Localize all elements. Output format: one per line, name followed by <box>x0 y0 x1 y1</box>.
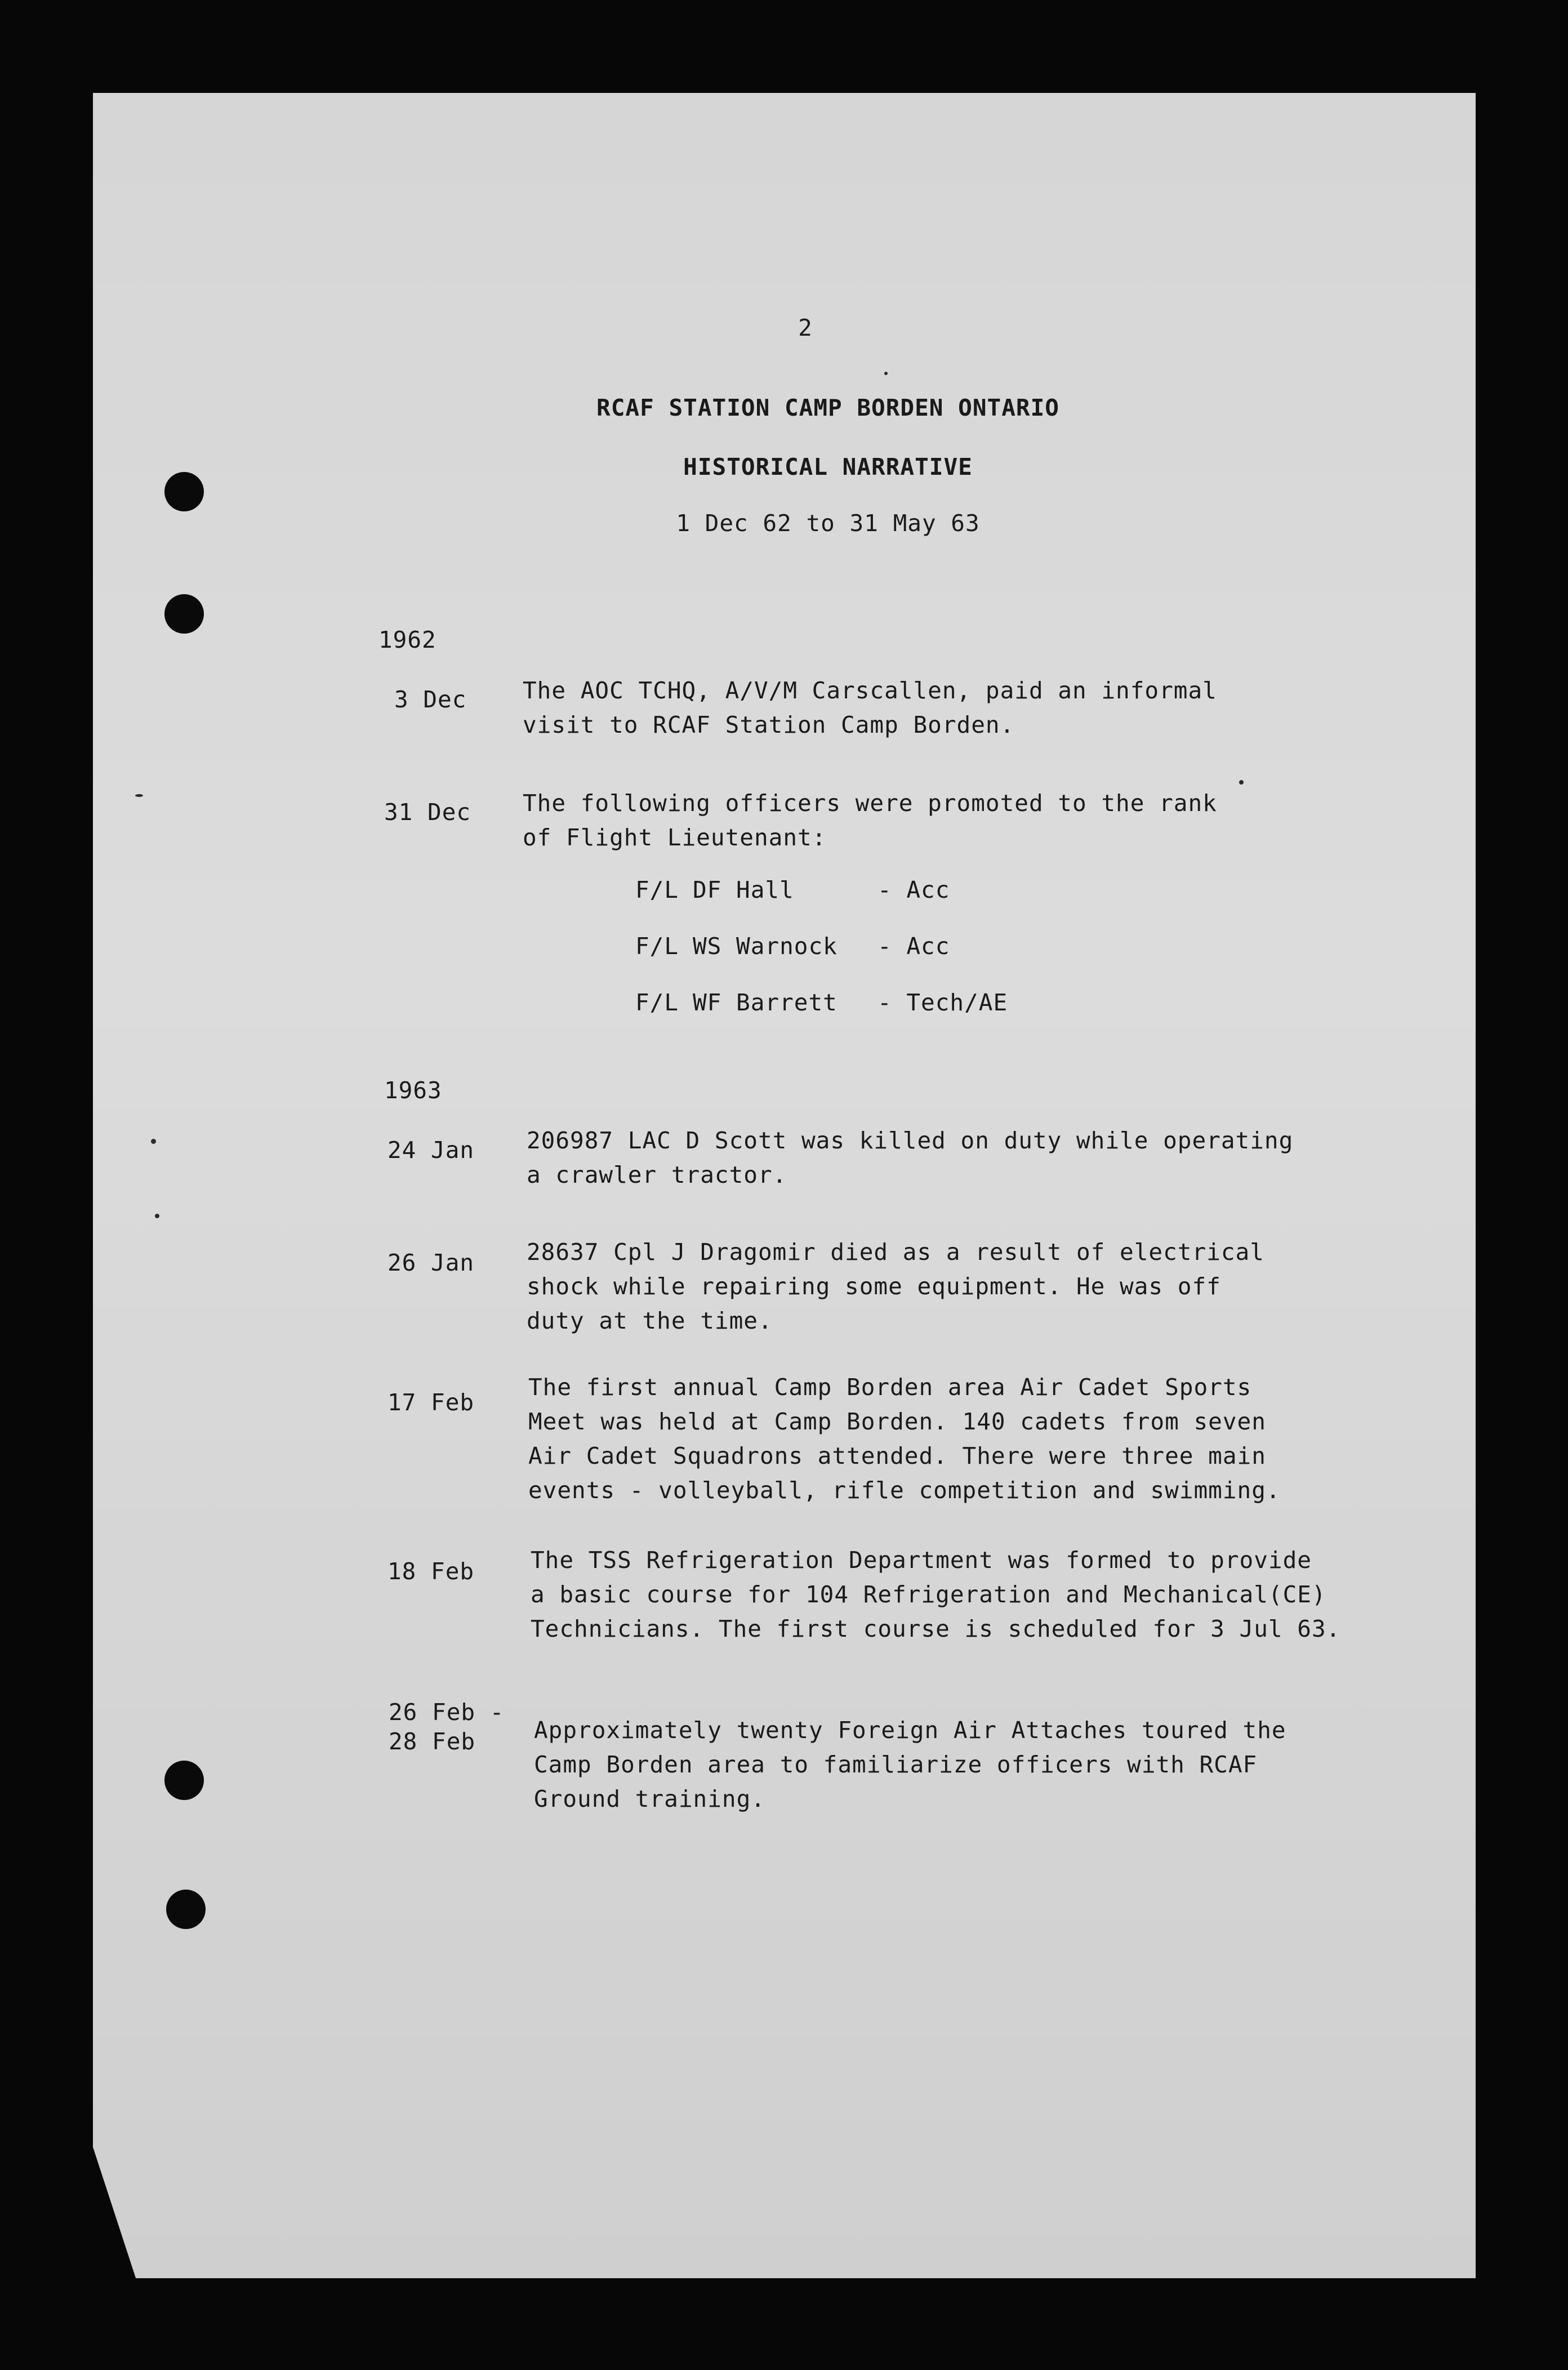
entry-line: Camp Borden area to familiarize officers with RCAF <box>534 1751 1258 1778</box>
binder-hole <box>166 1890 206 1929</box>
ink-speck <box>135 794 143 797</box>
page-number: 2 <box>798 314 813 341</box>
binder-hole <box>164 472 204 511</box>
entry-line: 206987 LAC D Scott was killed on duty while operating <box>527 1127 1294 1154</box>
entry-line: The AOC TCHQ, A/V/M Carscallen, paid an informal <box>523 677 1217 704</box>
entry-line: events - volleyball, rifle competition and swimming. <box>528 1477 1281 1504</box>
ink-speck <box>155 1214 159 1218</box>
entry-date: 3 Dec <box>394 686 467 713</box>
entry-date: 24 Jan <box>387 1137 475 1164</box>
entry-line: of Flight Lieutenant: <box>523 824 827 851</box>
binder-hole <box>164 594 204 634</box>
document-subtitle: HISTORICAL NARRATIVE <box>683 453 973 480</box>
entry-date-end: 28 Feb <box>389 1728 476 1755</box>
promotion-name: WS Warnock <box>693 933 838 960</box>
entry-line: Technicians. The first course is scheduled for 3 Jul 63. <box>531 1615 1341 1642</box>
entry-line: Ground training. <box>534 1785 765 1812</box>
promotion-rank: F/L <box>635 876 679 903</box>
entry-text <box>523 674 1217 742</box>
year-heading: 1962 <box>378 626 436 653</box>
document-title: RCAF STATION CAMP BORDEN ONTARIO <box>596 394 1059 421</box>
entry-line: The following officers were promoted to the rank <box>523 790 1217 817</box>
entry-line: visit to RCAF Station Camp Borden. <box>523 711 1015 738</box>
entry-line: a crawler tractor. <box>527 1161 787 1188</box>
promotion-branch: - Acc <box>877 876 950 903</box>
entry-date: 26 Jan <box>387 1249 475 1276</box>
entry-line: The TSS Refrigeration Department was formed to provide <box>531 1547 1312 1574</box>
ink-speck <box>151 1139 156 1144</box>
entry-text <box>527 1124 1293 1192</box>
entry-date: 26 Feb - <box>389 1699 505 1726</box>
entry-line: Air Cadet Squadrons attended. There were three main <box>528 1442 1266 1469</box>
entry-line: shock while repairing some equipment. He was off <box>527 1273 1221 1300</box>
entry-text <box>527 1235 1264 1338</box>
entry-date: 17 Feb <box>387 1389 475 1416</box>
entry-text <box>528 1370 1281 1508</box>
year-heading: 1963 <box>384 1077 442 1104</box>
entry-date: 31 Dec <box>384 799 471 826</box>
ink-speck <box>1239 780 1244 785</box>
entry-text <box>523 786 1217 855</box>
entry-line: duty at the time. <box>527 1307 773 1334</box>
promotion-name: DF Hall <box>693 876 794 903</box>
entry-line: Approximately twenty Foreign Air Attaches toured the <box>534 1717 1286 1744</box>
promotion-branch: - Tech/AE <box>877 989 1008 1016</box>
entry-line: Meet was held at Camp Borden. 140 cadets from seven <box>528 1408 1266 1435</box>
date-range: 1 Dec 62 to 31 May 63 <box>676 510 980 537</box>
entry-date: 18 Feb <box>387 1558 475 1585</box>
entry-text <box>531 1543 1340 1646</box>
binder-hole <box>164 1761 204 1800</box>
promotion-rank: F/L <box>635 989 679 1016</box>
entry-line: 28637 Cpl J Dragomir died as a result of electrical <box>527 1239 1264 1266</box>
promotion-branch: - Acc <box>877 933 950 960</box>
entry-text <box>534 1713 1286 1816</box>
entry-line: a basic course for 104 Refrigeration and Mechanical(CE) <box>531 1581 1326 1608</box>
promotion-name: WF Barrett <box>693 989 838 1016</box>
ink-speck <box>884 372 888 375</box>
promotion-rank: F/L <box>635 933 679 960</box>
entry-line: The first annual Camp Borden area Air Cadet Sports <box>528 1374 1252 1401</box>
